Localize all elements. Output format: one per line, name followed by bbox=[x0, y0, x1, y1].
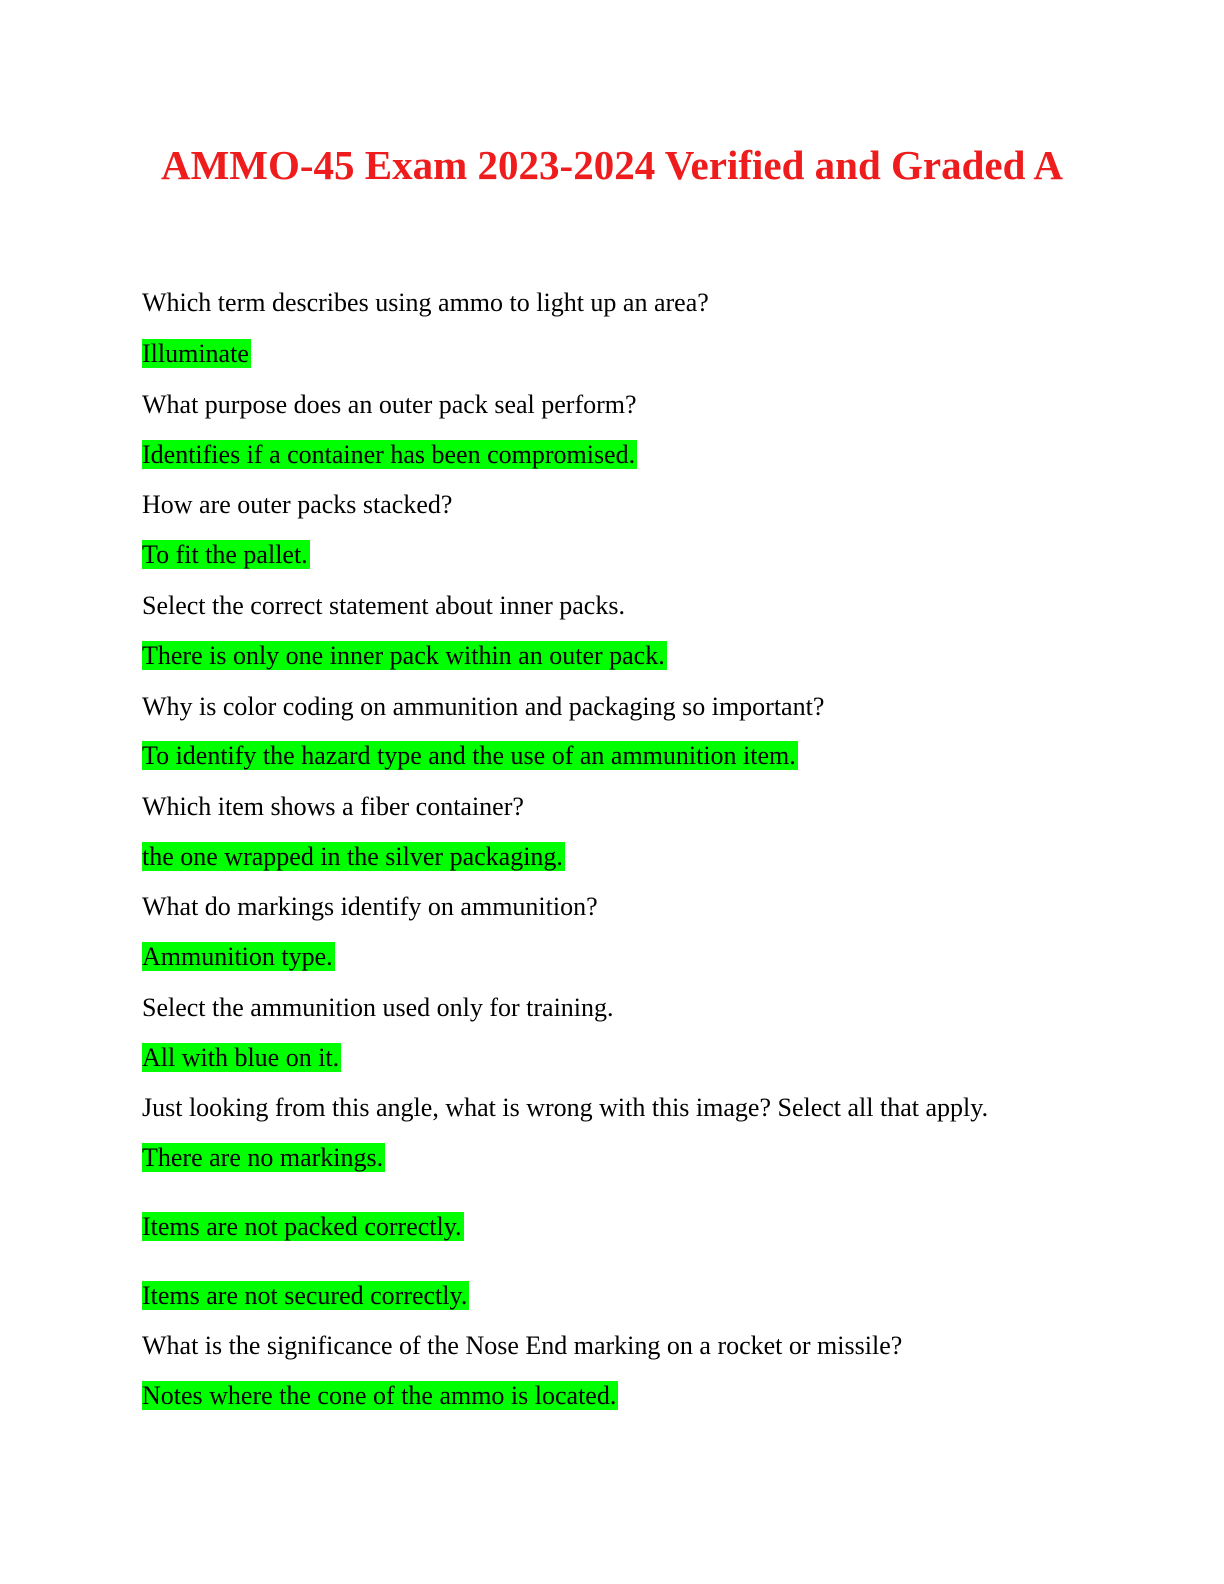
question-text: Just looking from this angle, what is wrong with this image? Select all that apply. bbox=[142, 1093, 989, 1122]
question-text: What purpose does an outer pack seal perform? bbox=[142, 390, 637, 419]
question-text: What do markings identify on ammunition? bbox=[142, 892, 598, 921]
answer-text: the one wrapped in the silver packaging. bbox=[142, 842, 563, 871]
answer-text: There is only one inner pack within an outer pack. bbox=[142, 641, 665, 670]
question-text: Which item shows a fiber container? bbox=[142, 792, 524, 821]
answer-text: Identifies if a container has been compromised. bbox=[142, 440, 636, 469]
answer-text: All with blue on it. bbox=[142, 1043, 340, 1072]
answer-text: There are no markings. bbox=[142, 1143, 384, 1172]
answer-text: Items are not secured correctly. bbox=[142, 1281, 468, 1310]
answer-text: To fit the pallet. bbox=[142, 540, 308, 569]
question-text: Why is color coding on ammunition and packaging so important? bbox=[142, 692, 825, 721]
answer-text: To identify the hazard type and the use of an ammunition item. bbox=[142, 741, 796, 770]
answer-text: Illuminate bbox=[142, 339, 249, 368]
answer-text: Notes where the cone of the ammo is located. bbox=[142, 1381, 617, 1410]
question-text: What is the significance of the Nose End marking on a rocket or missile? bbox=[142, 1331, 903, 1360]
answer-text: Items are not packed correctly. bbox=[142, 1212, 462, 1241]
page-title: AMMO-45 Exam 2023-2024 Verified and Graded A bbox=[161, 142, 1063, 188]
answer-text: Ammunition type. bbox=[142, 942, 333, 971]
question-text: How are outer packs stacked? bbox=[142, 490, 453, 519]
question-text: Select the ammunition used only for training. bbox=[142, 993, 614, 1022]
question-text: Select the correct statement about inner packs. bbox=[142, 591, 625, 620]
question-text: Which term describes using ammo to light up an area? bbox=[142, 288, 709, 317]
